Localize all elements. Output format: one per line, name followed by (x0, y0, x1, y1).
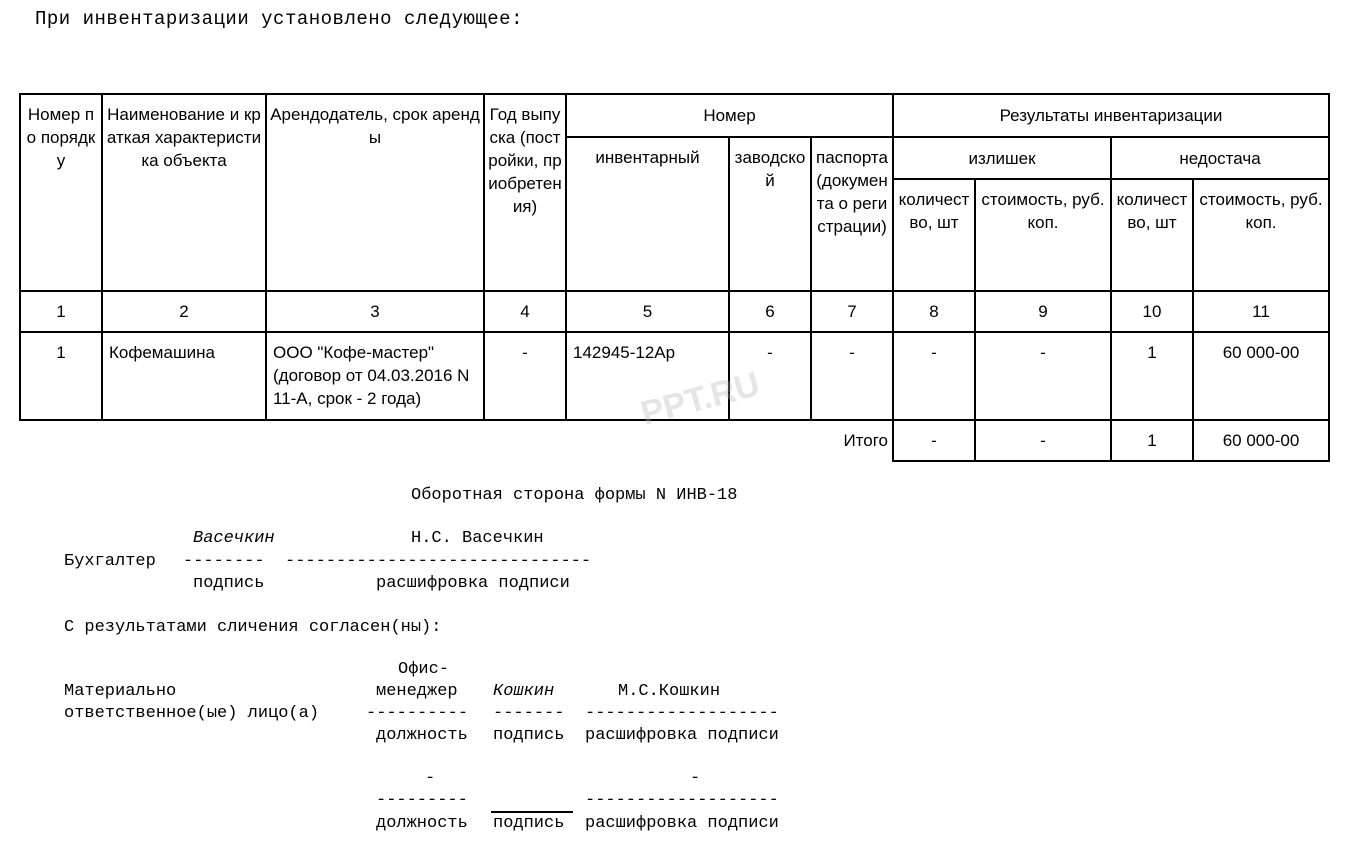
watermark: PPT.RU (637, 365, 764, 434)
col-number-6: 6 (729, 291, 811, 332)
row-name: Кофемашина (102, 332, 266, 420)
responsible-label1: Материально (64, 682, 177, 701)
accountant-signature: Васечкин (193, 529, 275, 548)
row-year: - (484, 332, 566, 420)
accountant-caption-sig: подпись (193, 574, 265, 593)
caption-signature2: подпись (493, 814, 565, 833)
header-surplus-qty: количество, шт (893, 179, 975, 291)
header-factory: заводской (729, 137, 811, 291)
col-number-7: 7 (811, 291, 893, 332)
col-number-3: 3 (266, 291, 484, 332)
row-num: 1 (20, 332, 102, 420)
col-number-10: 10 (1111, 291, 1193, 332)
dash-name2: ------------------- (585, 791, 779, 810)
row-factory: - (729, 332, 811, 420)
header-lessor: Арендодатель, срок аренды (266, 94, 484, 291)
row-shortage-cost: 60 000-00 (1193, 332, 1329, 420)
responsible-dash-pos: ---------- (366, 704, 469, 723)
row-surplus-qty: - (893, 332, 975, 420)
header-passport: паспорта (документа о регистрации) (811, 137, 893, 291)
total-surplus-qty: - (893, 420, 975, 461)
position-line1: Офис- (398, 660, 450, 679)
header-inventory: инвентарный (566, 137, 729, 291)
caption-signature: подпись (493, 726, 565, 745)
col-number-9: 9 (975, 291, 1111, 332)
row-lessor: ООО "Кофе-мастер" (договор от 04.03.2016 N 11-А, срок - 2 года) (266, 332, 484, 420)
col-number-4: 4 (484, 291, 566, 332)
responsible-dash-sig: ------- (493, 704, 565, 723)
header-year: Год выпуска (постройки, приобретения) (484, 94, 566, 291)
responsible-label2: ответственное(ые) лицо(а) (64, 704, 320, 723)
position-line2: менеджер (376, 682, 458, 701)
caption-name2: расшифровка подписи (585, 814, 779, 833)
total-label: Итого (843, 430, 888, 450)
accountant-name: Н.С. Васечкин (411, 529, 544, 548)
header-results: Результаты инвентаризации (893, 94, 1329, 137)
col-number-2: 2 (102, 291, 266, 332)
col-number-8: 8 (893, 291, 975, 332)
responsible-name: М.С.Кошкин (618, 682, 721, 701)
total-surplus-cost: - (975, 420, 1111, 461)
accountant-label: Бухгалтер (64, 552, 156, 571)
col-number-5: 5 (566, 291, 729, 332)
caption-position: должность (376, 726, 468, 745)
page-heading: При инвентаризации установлено следующее: (35, 8, 523, 30)
header-shortage-qty: количество, шт (1111, 179, 1193, 291)
caption-position2: должность (376, 814, 468, 833)
total-shortage-qty: 1 (1111, 420, 1193, 461)
row-inventory: 142945-12Ар (566, 332, 729, 420)
caption-name: расшифровка подписи (585, 726, 779, 745)
col-number-11: 11 (1193, 291, 1329, 332)
header-number-order: Номер по порядку (20, 94, 102, 291)
header-surplus-cost: стоимость, руб. коп. (975, 179, 1111, 291)
col-number-1: 1 (20, 291, 102, 332)
header-name: Наименование и краткая характеристика объекта (102, 94, 266, 291)
name2-value: - (690, 769, 701, 788)
row-shortage-qty: 1 (1111, 332, 1193, 420)
dash-position2: --------- (376, 791, 468, 810)
accountant-dash-sig: -------- (183, 552, 265, 571)
header-shortage-cost: стоимость, руб. коп. (1193, 179, 1329, 291)
header-number-group: Номер (566, 94, 893, 137)
accountant-caption-name: расшифровка подписи (376, 574, 570, 593)
header-shortage: недостача (1111, 137, 1329, 179)
agree-text: С результатами сличения согласен(ны): (64, 618, 442, 637)
total-shortage-cost: 60 000-00 (1193, 420, 1329, 461)
position2-value: - (425, 769, 436, 788)
responsible-signature: Кошкин (493, 682, 555, 701)
row-surplus-cost: - (975, 332, 1111, 420)
responsible-dash-name: ------------------- (585, 704, 779, 723)
header-surplus: излишек (893, 137, 1111, 179)
accountant-dash-name: ------------------------------ (285, 552, 592, 571)
row-passport: - (811, 332, 893, 420)
form-title: Оборотная сторона формы N ИНВ-18 (411, 486, 738, 505)
